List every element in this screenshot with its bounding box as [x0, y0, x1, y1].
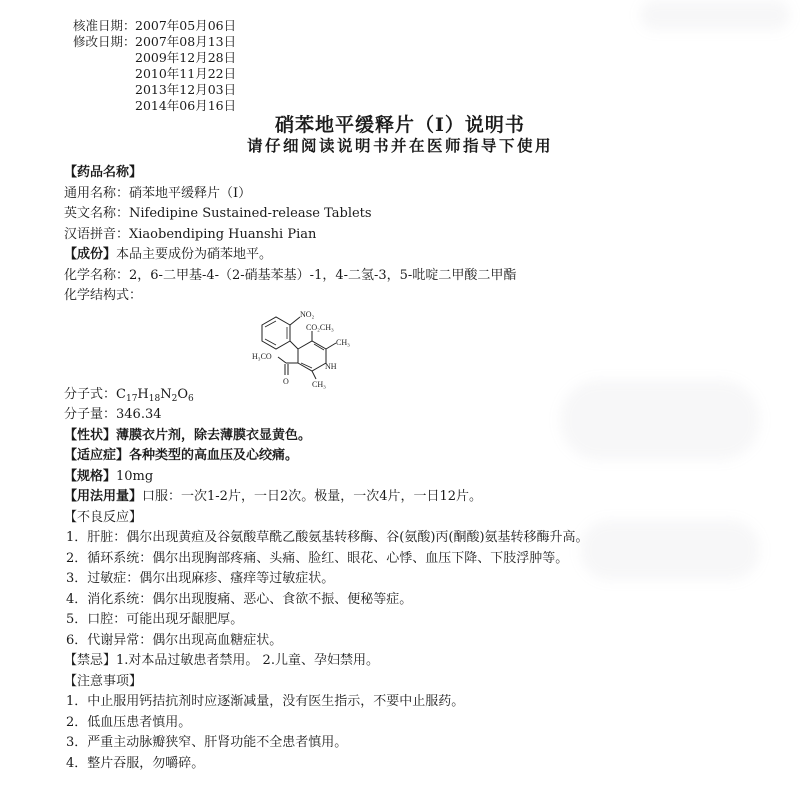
adverse-item: 1．肝脏：偶尔出现黄疸及谷氨酸草酰乙酸氨基转移酶、谷(氨酸)丙(酮酸)氨基转移酶升高。	[66, 530, 589, 545]
adverse-item: 5．口腔：可能出现牙龈肥厚。	[66, 612, 244, 627]
description-text: 薄膜衣片剂，除去薄膜衣显黄色。	[116, 427, 312, 443]
composition-row	[64, 245, 744, 266]
h3co-label: H₃CO	[252, 351, 272, 361]
molecular-weight-label: 分子量：	[64, 407, 117, 422]
chemical-name-row	[64, 266, 744, 287]
revised-date: 2010年11月22日	[135, 66, 237, 81]
revised-date-label: 修改日期：	[73, 34, 136, 49]
precaution-item: 4．整片吞服，勿嚼碎。	[66, 755, 205, 771]
nh-label: NH	[325, 361, 337, 371]
revised-date: 2014年06月16日	[135, 98, 237, 113]
specification-row	[64, 467, 744, 488]
composition-text: 本品主要成份为硝苯地平。	[116, 247, 273, 262]
revised-date: 2009年12月28日	[135, 50, 237, 65]
ch3-label-bottom: CH₃	[312, 379, 326, 389]
precaution-item: 3．严重主动脉瓣狭窄、肝肾功能不全患者慎用。	[66, 735, 348, 750]
section-heading-indications: 【适应症】	[64, 448, 130, 463]
nifedipine-structure-diagram	[232, 307, 372, 391]
dosage-row	[64, 487, 744, 508]
chemical-name-value: 2，6-二甲基-4-（2-硝基苯基）-1，4-二氢-3，5-吡啶二甲酸二甲酯	[129, 267, 517, 283]
no2-label: NO₂	[300, 309, 315, 319]
molecular-formula: $C_{17}H_{18}N_2O_6$	[116, 386, 194, 404]
ch3-label-top: CH₃	[336, 337, 350, 347]
document-subtitle: 请仔细阅读说明书并在医师指导下使用	[246, 136, 553, 155]
co2ch3-label: CO₂CH₃	[306, 322, 334, 332]
section-heading-specification: 【规格】	[64, 468, 117, 484]
generic-name-label: 通用名称：	[64, 185, 130, 201]
chemical-structure	[64, 307, 744, 389]
section-heading-contraindications: 【禁忌】	[64, 653, 117, 668]
document-body	[64, 163, 744, 774]
english-name-row	[64, 204, 744, 225]
precaution-item: 2．低血压患者慎用。	[66, 714, 192, 730]
precaution-item: 1．中止服用钙拮抗剂时应逐渐减量，没有医生指示，不要中止服药。	[66, 694, 465, 709]
revised-date: 2007年08月13日	[135, 34, 237, 49]
scan-bleed-through	[640, 0, 790, 30]
generic-name-value: 硝苯地平缓释片（Ⅰ）	[129, 185, 252, 201]
adverse-item: 2．循环系统：偶尔出现胸部疼痛、头痛、脸红、眼花、心悸、血压下降、下肢浮肿等。	[66, 550, 569, 566]
indications-row	[64, 446, 744, 467]
contraindications-row	[64, 651, 744, 672]
section-heading-adverse: 【不良反应】	[64, 509, 143, 525]
molecular-weight-row	[64, 405, 744, 426]
approval-dates	[73, 18, 236, 114]
approved-date: 2007年05月06日	[135, 18, 237, 33]
structure-label: 化学结构式：	[64, 288, 143, 303]
section-heading-drug-name: 【药品名称】	[64, 165, 143, 180]
description-row	[64, 426, 744, 447]
section-heading-precautions: 【注意事项】	[64, 673, 143, 689]
document-title: 硝苯地平缓释片（Ⅰ）说明书	[275, 114, 525, 136]
revised-date: 2013年12月03日	[135, 82, 237, 97]
adverse-item: 6．代谢异常：偶尔出现高血糖症状。	[66, 632, 283, 648]
molecular-formula-row	[64, 385, 744, 406]
dosage-text: 口服：一次1-2片，一日2次。极量，一次4片，一日12片。	[142, 489, 483, 504]
molecular-formula-label: 分子式：	[64, 386, 117, 402]
adverse-item: 4．消化系统：偶尔出现腹痛、恶心、食欲不振、便秘等症。	[66, 591, 413, 607]
pinyin-label: 汉语拼音：	[64, 226, 130, 242]
english-name-label: 英文名称：	[64, 206, 130, 221]
pinyin-value: Xiaobendiping Huanshi Pian	[129, 226, 317, 242]
contraindications-text: 1.对本品过敏患者禁用。 2.儿童、孕妇禁用。	[116, 653, 379, 668]
section-heading-composition: 【成份】	[64, 247, 117, 262]
adverse-item: 3．过敏症：偶尔出现麻疹、瘙痒等过敏症状。	[66, 571, 335, 586]
specification-text: 10mg	[116, 468, 154, 484]
molecular-weight-value: 346.34	[116, 407, 162, 422]
section-heading-description: 【性状】	[64, 427, 117, 443]
chemical-name-label: 化学名称：	[64, 267, 130, 283]
generic-name-row	[64, 184, 744, 205]
english-name-value: Nifedipine Sustained-release Tablets	[129, 206, 372, 221]
approved-date-label: 核准日期：	[73, 18, 136, 33]
indications-text: 各种类型的高血压及心绞痛。	[129, 448, 299, 463]
section-heading-dosage: 【用法用量】	[64, 489, 143, 504]
pinyin-row	[64, 225, 744, 246]
carbonyl-o-label: O	[283, 376, 289, 386]
